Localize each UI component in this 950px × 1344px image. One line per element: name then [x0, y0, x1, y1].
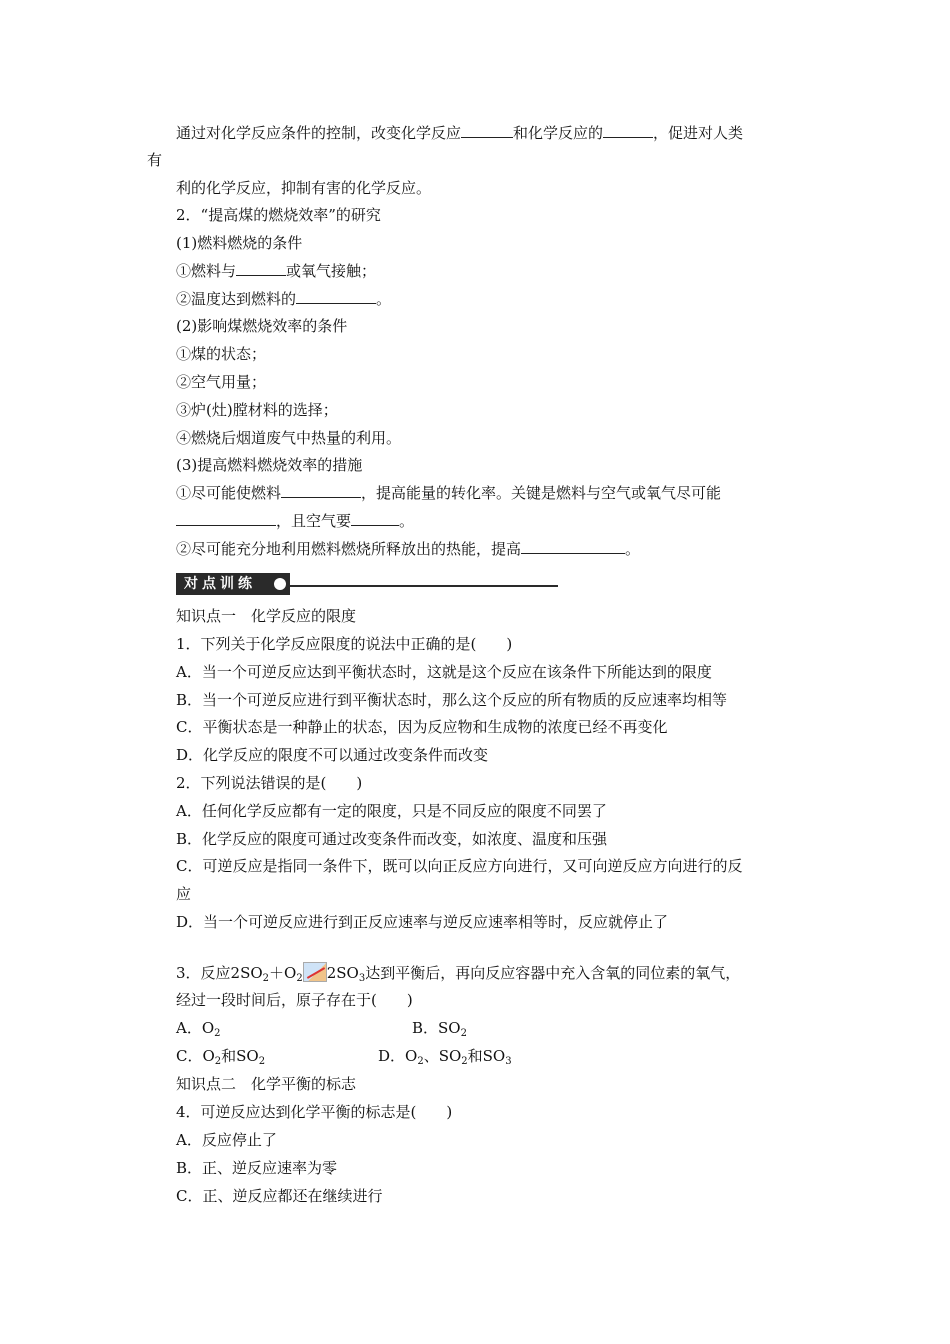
fill-blank[interactable]: [461, 123, 513, 138]
intro-text-c: ，促进对人类: [653, 124, 744, 142]
subsection-1: (1)燃料燃烧的条件: [176, 234, 303, 252]
knowledge-point-title: 知识点一 化学反应的限度: [176, 607, 357, 625]
factor-item-3: ③炉(灶)膛材料的选择；: [176, 401, 338, 419]
option-text: 和SO: [467, 1047, 506, 1065]
fill-blank[interactable]: [521, 539, 625, 554]
question-stem-cont: 经过一段时间后，原子存在于( ): [176, 991, 413, 1009]
subscript: 2: [258, 1056, 266, 1067]
option-b[interactable]: [412, 1018, 467, 1044]
fill-blank[interactable]: [281, 483, 361, 498]
option-text: A．O: [176, 1019, 215, 1037]
measure-item-1-cont: [176, 511, 414, 531]
factor-item-2: ②空气用量；: [176, 373, 267, 391]
option-a[interactable]: A．反应停止了: [176, 1131, 277, 1149]
equilibrium-arrow-icon: [303, 962, 327, 982]
subscript: 2: [214, 1056, 222, 1067]
stem-text: 2SO: [326, 964, 359, 982]
item-text: ②温度达到燃料的: [176, 290, 297, 308]
practice-banner: [176, 573, 558, 595]
fill-blank[interactable]: [236, 261, 286, 276]
option-b[interactable]: B．化学反应的限度可通过改变条件而改变，如浓度、温度和压强: [176, 830, 608, 848]
bullet-dot-icon: [274, 578, 286, 590]
item-text: ①燃料与: [176, 262, 237, 280]
item-text: 。: [399, 512, 415, 530]
fill-blank[interactable]: [603, 123, 653, 138]
option-a[interactable]: A．任何化学反应都有一定的限度，只是不同反应的限度不同罢了: [176, 802, 607, 820]
subscript: 2: [460, 1028, 467, 1039]
item-text: 。: [625, 540, 641, 558]
item-text: ①尽可能使燃料: [176, 484, 282, 502]
subscript: 2: [417, 1056, 424, 1067]
intro-text-a: 通过对化学反应条件的控制，改变化学反应: [176, 124, 462, 142]
banner-label: 对点训练: [176, 573, 290, 595]
option-c[interactable]: [176, 1046, 265, 1072]
subscript: 2: [262, 973, 270, 984]
subsection-2: (2)影响煤燃烧效率的条件: [176, 317, 348, 335]
subscript: 3: [505, 1056, 512, 1067]
measure-item-1: [176, 483, 721, 503]
banner-rule: [290, 585, 558, 587]
item-text: ②尽可能充分地利用燃料燃烧所释放出的热能，提高: [176, 540, 522, 558]
section-title: 2．“提高煤的燃烧效率”的研究: [176, 206, 381, 224]
option-d[interactable]: [378, 1046, 512, 1072]
condition-item-1: [176, 261, 376, 281]
knowledge-point-title: 知识点二 化学平衡的标志: [176, 1075, 357, 1093]
stem-text: ＋O: [269, 964, 297, 982]
option-text: D．O: [378, 1047, 418, 1065]
factor-item-1: ①煤的状态；: [176, 345, 267, 363]
option-b[interactable]: B．当一个可逆反应进行到平衡状态时，那么这个反应的所有物质的反应速率均相等: [176, 691, 728, 709]
option-c[interactable]: C．可逆反应是指同一条件下，既可以向正反应方向进行，又可向逆反应方向进行的反: [176, 857, 743, 875]
fill-blank[interactable]: [351, 511, 399, 526]
intro-line-1-wrap: 有: [147, 151, 163, 169]
stem-text: 3．反应2SO: [176, 964, 263, 982]
intro-line-2: 利的化学反应，抑制有害的化学反应。: [176, 179, 432, 197]
stem-text: 达到平衡后，再向反应容器中充入含氧的同位素的氧气，: [365, 964, 741, 982]
item-text: ，且空气要: [276, 512, 352, 530]
option-b[interactable]: B．正、逆反应速率为零: [176, 1159, 338, 1177]
subscript: 2: [296, 973, 303, 984]
subsection-3: (3)提高燃料燃烧效率的措施: [176, 456, 363, 474]
item-text: 或氧气接触；: [286, 262, 377, 280]
fill-blank[interactable]: [296, 289, 376, 304]
item-text: ，提高能量的转化率。关键是燃料与空气或氧气尽可能: [361, 484, 722, 502]
option-c[interactable]: C．正、逆反应都还在继续进行: [176, 1187, 383, 1205]
option-d[interactable]: D．当一个可逆反应进行到正反应速率与逆反应速率相等时，反应就停止了: [176, 913, 669, 931]
subscript: 3: [358, 973, 366, 984]
option-text: B．SO: [412, 1019, 461, 1037]
question-stem: [176, 962, 740, 989]
option-a[interactable]: A．当一个可逆反应达到平衡状态时，这就是这个反应在该条件下所能达到的限度: [176, 663, 712, 681]
subscript: 2: [461, 1056, 468, 1067]
option-d[interactable]: D．化学反应的限度不可以通过改变条件而改变: [176, 746, 489, 764]
option-c[interactable]: C．平衡状态是一种静止的状态，因为反应物和生成物的浓度已经不再变化: [176, 718, 668, 736]
option-text: C．O: [176, 1047, 215, 1065]
question-stem: 2．下列说法错误的是( ): [176, 774, 363, 792]
question-stem: 1．下列关于化学反应限度的说法中正确的是( ): [176, 635, 513, 653]
option-c-wrap: 应: [176, 885, 192, 903]
option-a[interactable]: [176, 1018, 221, 1044]
factor-item-4: ④燃烧后烟道废气中热量的利用。: [176, 429, 402, 447]
intro-text-b: 和化学反应的: [513, 124, 604, 142]
option-text: 和SO: [221, 1047, 259, 1065]
question-stem: 4．可逆反应达到化学平衡的标志是( ): [176, 1103, 453, 1121]
condition-item-2: [176, 289, 391, 309]
item-text: 。: [376, 290, 392, 308]
fill-blank[interactable]: [176, 511, 276, 526]
measure-item-2: [176, 539, 640, 559]
option-text: 、SO: [423, 1047, 462, 1065]
subscript: 2: [214, 1028, 221, 1039]
intro-line-1: [176, 123, 743, 143]
